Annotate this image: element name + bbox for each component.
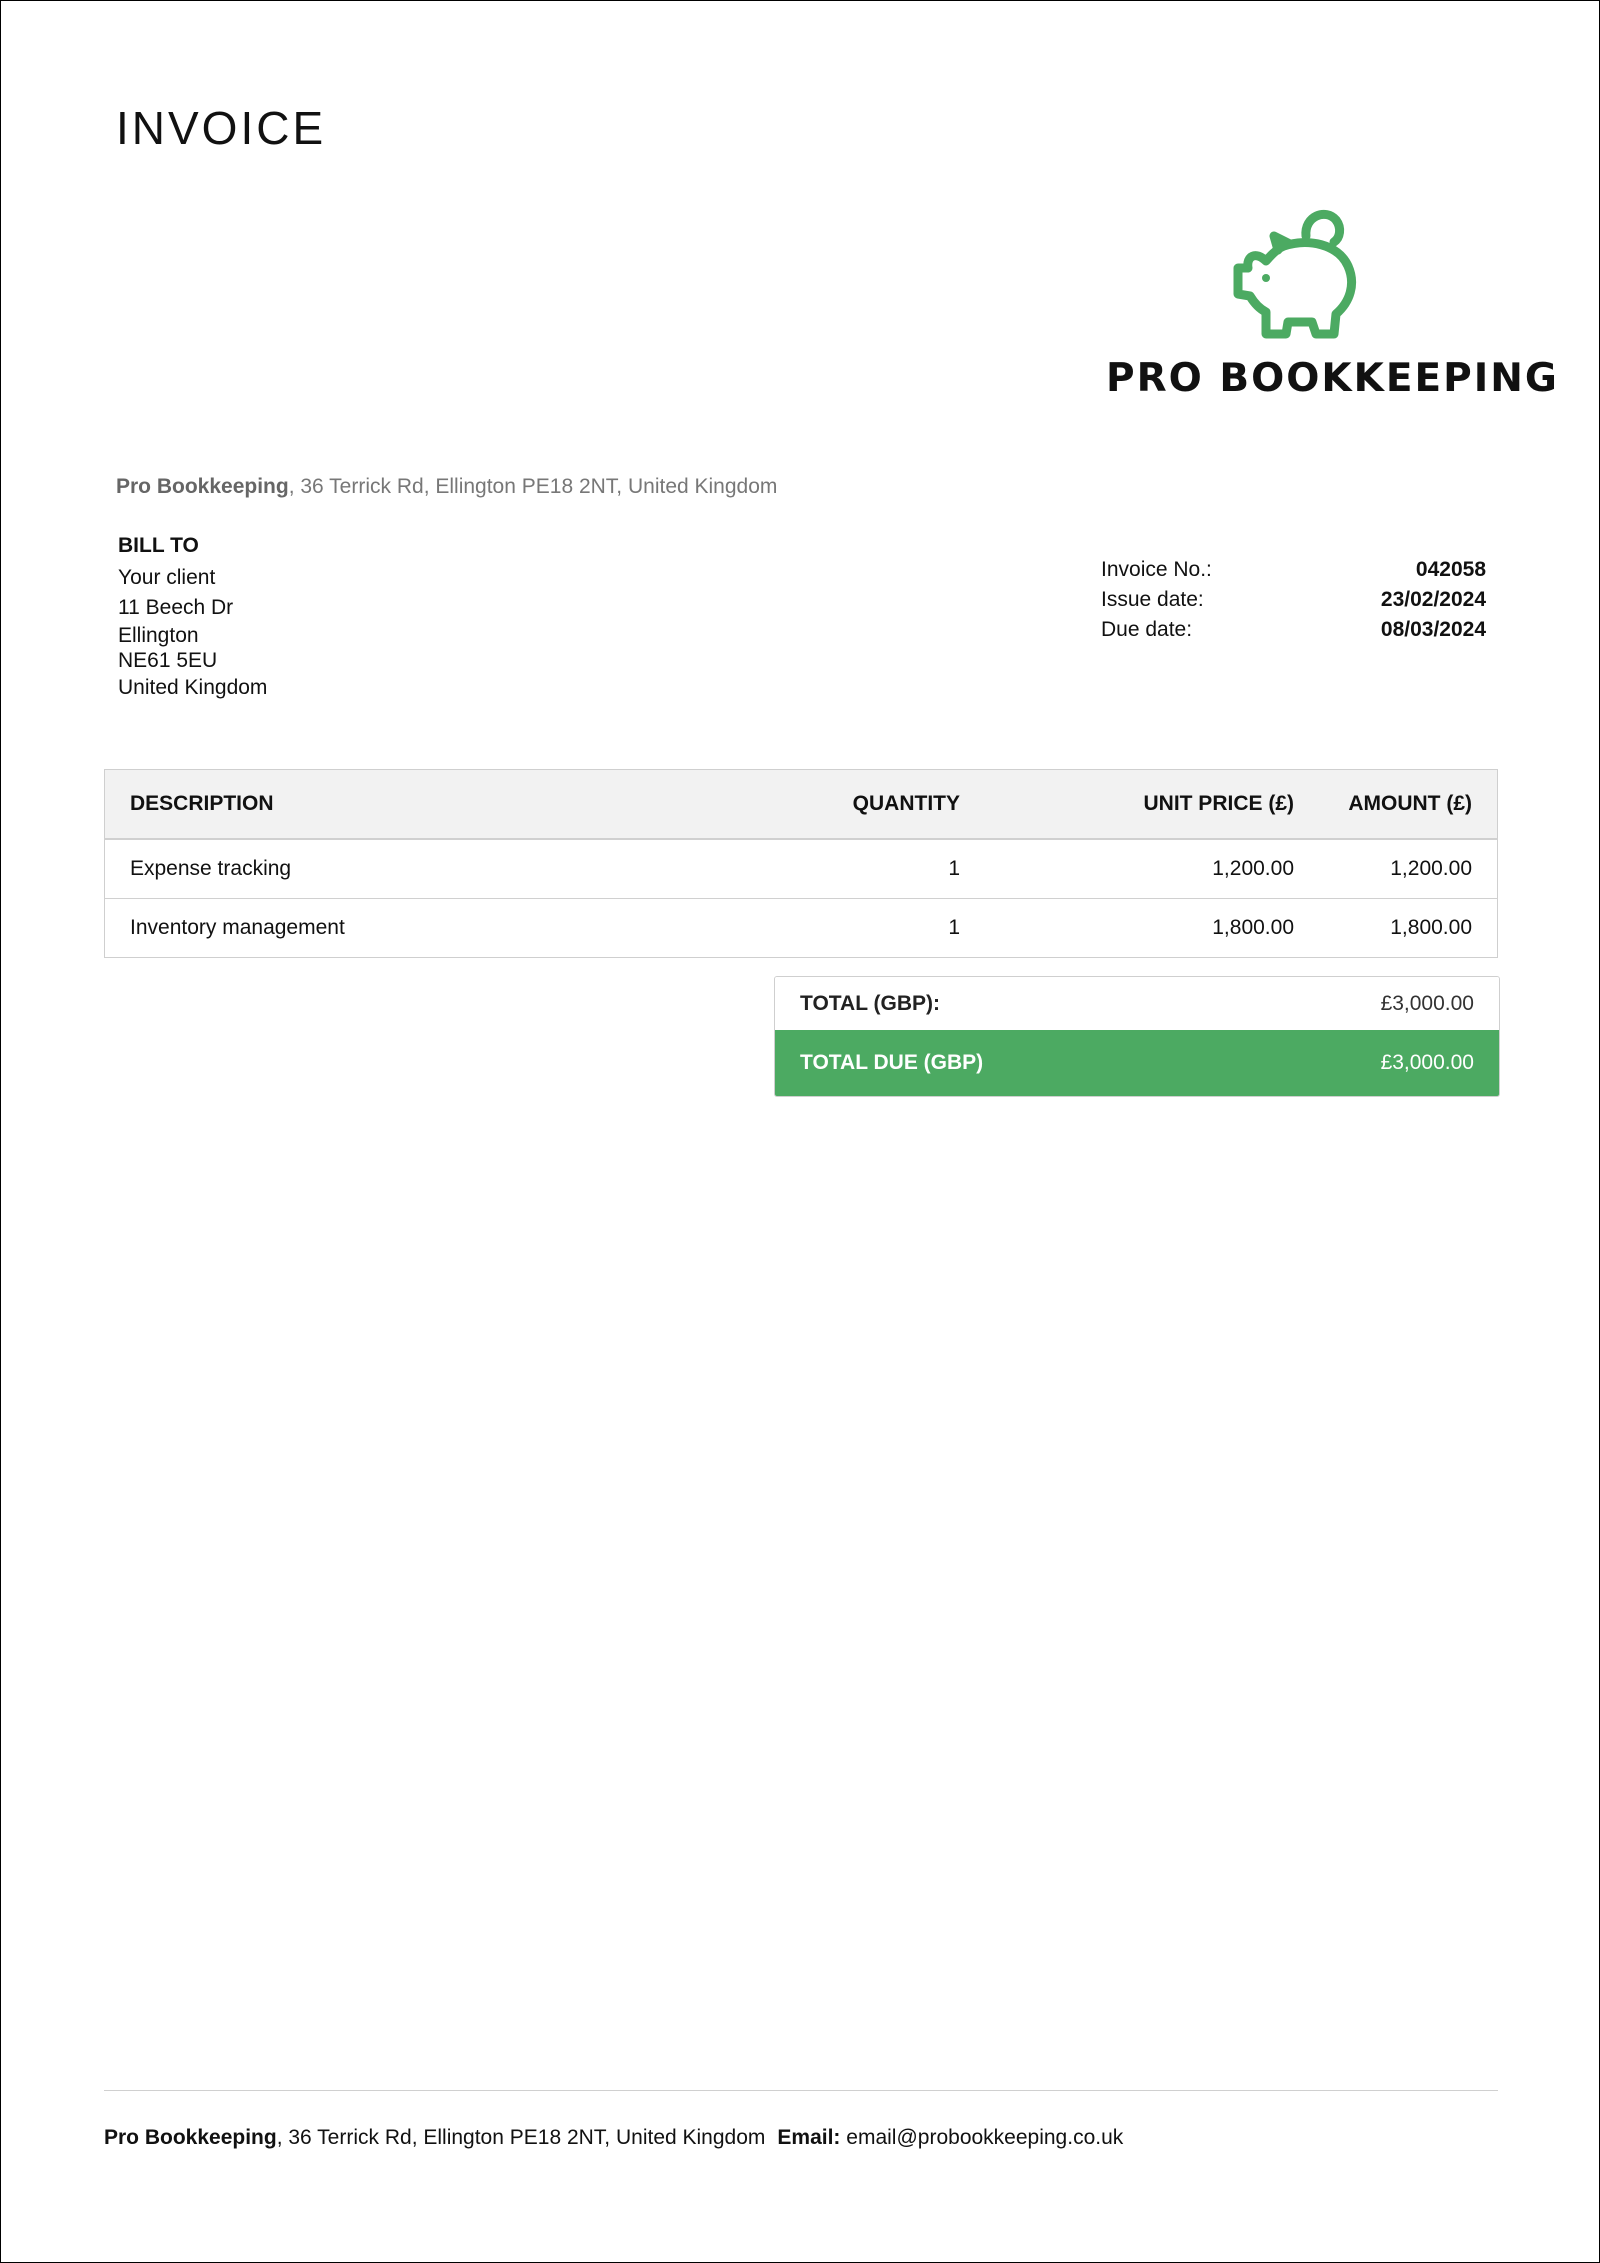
header-unit-price: UNIT PRICE (£) [985, 770, 1319, 840]
client-country: United Kingdom [118, 676, 268, 699]
item-description: Expense tracking [105, 839, 716, 899]
total-due-row [775, 1030, 1499, 1096]
table-header-row [105, 770, 1498, 840]
issue-date-value: 23/02/2024 [1380, 588, 1486, 611]
footer-email[interactable]: email@probookkeeping.co.uk [846, 2126, 1124, 2149]
total-due-label: TOTAL DUE (GBP) [800, 1051, 984, 1074]
item-unit-price: 1,200.00 [985, 839, 1319, 899]
item-amount: 1,800.00 [1319, 899, 1498, 958]
invoice-meta [1101, 558, 1486, 648]
totals-box [774, 976, 1500, 1097]
item-description: Inventory management [105, 899, 716, 958]
brand-name: PRO BOOKKEEPING [1106, 356, 1559, 401]
footer-company-name: Pro Bookkeeping [104, 2126, 277, 2149]
client-street: 11 Beech Dr [118, 596, 234, 619]
table-row [105, 899, 1498, 958]
line-items-table [104, 769, 1498, 958]
piggy-bank-icon [1226, 206, 1366, 346]
client-name: Your client [118, 566, 216, 589]
header-description: DESCRIPTION [105, 770, 716, 840]
footer [104, 2126, 1123, 2150]
invoice-number-row [1101, 558, 1486, 588]
issue-date-label: Issue date: [1101, 588, 1204, 611]
table-row [105, 839, 1498, 899]
sender-address: , 36 Terrick Rd, Ellington PE18 2NT, United Kingdom [288, 475, 778, 498]
total-label: TOTAL (GBP): [800, 991, 940, 1015]
item-unit-price: 1,800.00 [985, 899, 1319, 958]
total-value: £3,000.00 [1380, 991, 1474, 1015]
footer-email-label: Email: [777, 2126, 841, 2149]
item-amount: 1,200.00 [1319, 839, 1498, 899]
due-date-row [1101, 618, 1486, 648]
invoice-number-label: Invoice No.: [1101, 558, 1212, 581]
total-due-value: £3,000.00 [1380, 1051, 1474, 1074]
bill-to-label: BILL TO [118, 534, 199, 557]
footer-address: , 36 Terrick Rd, Ellington PE18 2NT, United Kingdom [276, 2126, 766, 2149]
item-quantity: 1 [715, 899, 985, 958]
client-postcode: NE61 5EU [118, 649, 218, 672]
issue-date-row [1101, 588, 1486, 618]
header-amount: AMOUNT (£) [1319, 770, 1498, 840]
sender-name: Pro Bookkeeping [116, 475, 289, 498]
bill-to-block [118, 531, 267, 703]
footer-divider [104, 2090, 1498, 2091]
document-title: INVOICE [116, 102, 327, 154]
item-quantity: 1 [715, 839, 985, 899]
header-quantity: QUANTITY [715, 770, 985, 840]
due-date-value: 08/03/2024 [1380, 618, 1486, 641]
invoice-number-value: 042058 [1415, 558, 1486, 581]
due-date-label: Due date: [1101, 618, 1193, 641]
total-row [775, 977, 1499, 1030]
company-logo [1106, 206, 1559, 406]
client-city: Ellington [118, 624, 199, 647]
sender-address-line [116, 475, 777, 499]
